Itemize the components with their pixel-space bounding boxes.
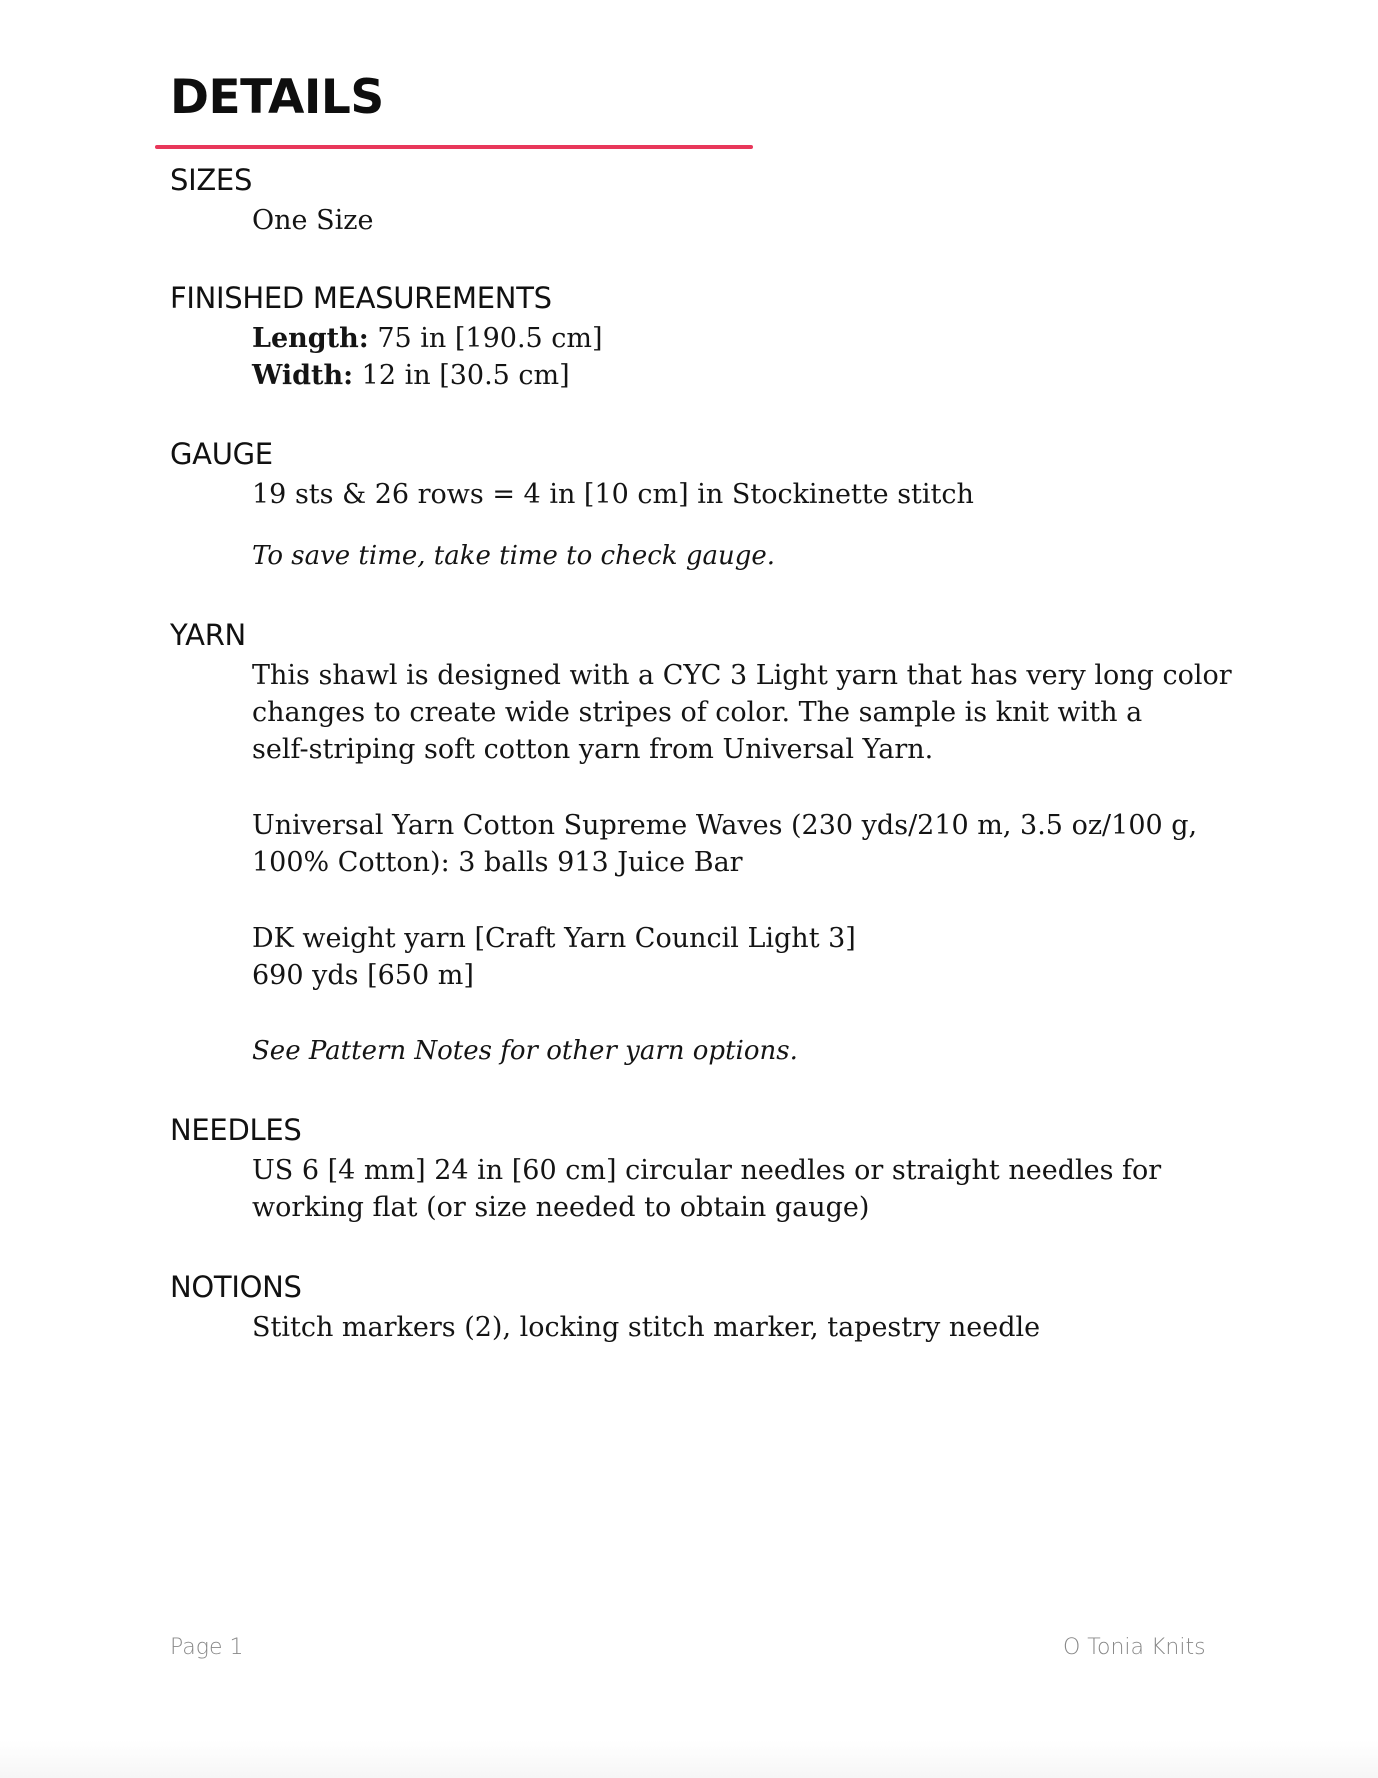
notions-heading: NOTIONS [170, 1270, 302, 1304]
length-line [252, 320, 603, 357]
notions-value: Stitch markers (2), locking stitch marker, tapestry needle [252, 1312, 1041, 1343]
gauge-value: 19 sts & 26 rows = 4 in [10 cm] in Stockinette stitch [252, 479, 974, 510]
sizes-heading: SIZES [170, 163, 253, 197]
yarn-weight-line-2: 690 yds [650 m] [252, 960, 474, 991]
yarn-heading: YARN [170, 618, 246, 652]
finished-measurements-heading: FINISHED MEASUREMENTS [170, 281, 552, 315]
needles-line-2: working flat (or size needed to obtain gauge) [252, 1192, 870, 1223]
needles-heading: NEEDLES [170, 1113, 302, 1147]
yarn-sample-line-2: 100% Cotton): 3 balls 913 Juice Bar [252, 847, 743, 878]
footer-brand: O Tonia Knits [1063, 1635, 1206, 1660]
gauge-heading: GAUGE [170, 437, 273, 471]
title-accent-rule [155, 145, 753, 149]
yarn-note: See Pattern Notes for other yarn options. [252, 1036, 798, 1066]
sizes-value: One Size [252, 205, 374, 236]
page-number: Page 1 [170, 1635, 244, 1660]
gauge-note: To save time, take time to check gauge. [252, 541, 776, 571]
length-label: Length: [252, 323, 369, 354]
length-value: 75 in [190.5 cm] [368, 323, 603, 354]
needles-line-1: US 6 [4 mm] 24 in [60 cm] circular needles or straight needles for [252, 1155, 1162, 1186]
width-line [252, 357, 570, 394]
yarn-description-line-3: self-striping soft cotton yarn from Universal Yarn. [252, 734, 934, 765]
yarn-description-line-1: This shawl is designed with a CYC 3 Light yarn that has very long color [252, 660, 1232, 691]
page-bottom-edge [0, 1740, 1378, 1778]
yarn-sample-line-1: Universal Yarn Cotton Supreme Waves (230 yds/210 m, 3.5 oz/100 g, [252, 810, 1198, 841]
width-value: 12 in [30.5 cm] [353, 360, 570, 391]
yarn-description-line-2: changes to create wide stripes of color. The sample is knit with a [252, 697, 1143, 728]
page-title: DETAILS [170, 70, 384, 125]
yarn-weight-line-1: DK weight yarn [Craft Yarn Council Light 3] [252, 923, 856, 954]
width-label: Width: [252, 360, 354, 391]
